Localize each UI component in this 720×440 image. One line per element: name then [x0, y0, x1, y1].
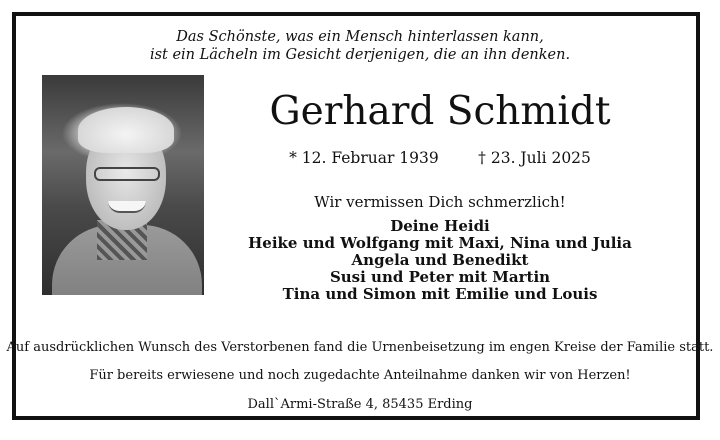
death-date: † 23. Juli 2025 — [478, 149, 591, 167]
address-line: Dall`Armi-Straße 4, 85435 Erding — [247, 397, 473, 412]
photo-glasses — [94, 167, 160, 181]
deceased-name: Gerhard Schmidt — [269, 89, 611, 134]
mourning-message: Wir vermissen Dich schmerzlich! — [314, 193, 566, 211]
family-list — [220, 218, 660, 303]
thanks-note: Für bereits erwiesene und noch zugedachte Anteilnahme danken wir von Herzen! — [89, 368, 631, 383]
photo-smile — [108, 201, 146, 213]
photo-hair — [78, 107, 174, 153]
family-line: Tina und Simon mit Emilie und Louis — [282, 285, 598, 303]
family-line: Heike und Wolfgang mit Maxi, Nina und Julia — [248, 234, 632, 252]
family-line: Susi und Peter mit Martin — [329, 268, 551, 286]
portrait-photo — [42, 75, 204, 295]
birth-date: * 12. Februar 1939 — [289, 149, 439, 167]
life-dates — [220, 148, 660, 168]
burial-note: Auf ausdrücklichen Wunsch des Verstorbenen fand die Urnenbeisetzung im engen Kreise der Familie statt. — [6, 340, 714, 355]
family-line: Deine Heidi — [390, 217, 490, 235]
quote-line-2: ist ein Lächeln im Gesicht derjenigen, die an ihn denken. — [149, 47, 571, 63]
family-line: Angela und Benedikt — [351, 251, 529, 269]
quote-line-1: Das Schönste, was ein Mensch hinterlassen kann, — [176, 29, 544, 45]
